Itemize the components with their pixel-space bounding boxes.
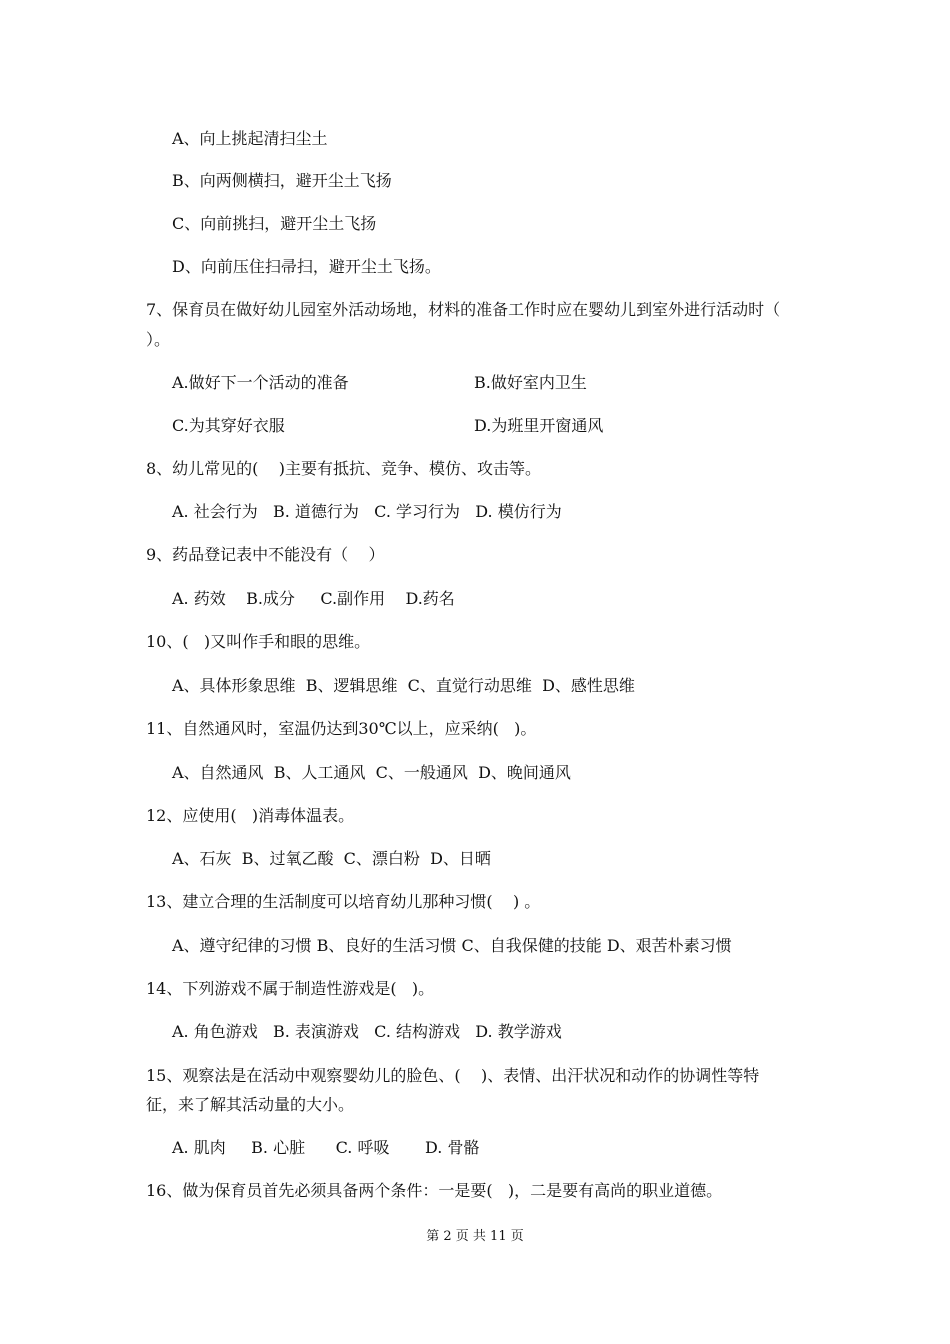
q11-options: A、自然通风 B、人工通风 C、一般通风 D、晚间通风 xyxy=(172,763,571,782)
question-9: 9、药品登记表中不能没有（ ） xyxy=(146,545,385,564)
q10-options: A、具体形象思维 B、逻辑思维 C、直觉行动思维 D、感性思维 xyxy=(172,676,635,695)
question-15: 15、观察法是在活动中观察婴幼儿的脸色、( )、表情、出汗状况和动作的协调性等特 xyxy=(146,1066,760,1085)
question-7-continued: ）。 xyxy=(146,330,171,349)
question-15-continued: 征，来了解其活动量的大小。 xyxy=(146,1095,355,1114)
option-c: C、向前挑扫，避开尘土飞扬 xyxy=(172,214,377,233)
question-14: 14、下列游戏不属于制造性游戏是( )。 xyxy=(146,979,435,998)
q14-options: A. 角色游戏 B. 表演游戏 C. 结构游戏 D. 教学游戏 xyxy=(172,1022,562,1041)
question-11: 11、自然通风时，室温仍达到30℃以上，应采纳( )。 xyxy=(146,719,537,738)
q7-option-a: A.做好下一个活动的准备 xyxy=(172,373,349,392)
q8-options: A. 社会行为 B. 道德行为 C. 学习行为 D. 模仿行为 xyxy=(172,502,562,521)
page-footer: 第 2 页 共 11 页 xyxy=(426,1229,524,1244)
q15-options: A. 肌肉 B. 心脏 C. 呼吸 D. 骨骼 xyxy=(172,1138,480,1157)
question-12: 12、应使用( )消毒体温表。 xyxy=(146,806,355,825)
q9-options: A. 药效 B.成分 C.副作用 D.药名 xyxy=(172,589,455,608)
q7-option-b: B.做好室内卫生 xyxy=(474,373,587,392)
option-a: A、向上挑起清扫尘土 xyxy=(172,129,328,148)
question-13: 13、建立合理的生活制度可以培育幼儿那种习惯( ) 。 xyxy=(146,892,541,911)
q7-option-d: D.为班里开窗通风 xyxy=(474,416,604,435)
option-d: D、向前压住扫帚扫，避开尘土飞扬。 xyxy=(172,257,441,276)
question-7: 7、保育员在做好幼儿园室外活动场地，材料的准备工作时应在婴幼儿到室外进行活动时（ xyxy=(146,300,781,319)
question-10: 10、( )又叫作手和眼的思维。 xyxy=(146,632,371,651)
option-b: B、向两侧横扫，避开尘土飞扬 xyxy=(172,171,392,190)
q13-options: A、遵守纪律的习惯 B、良好的生活习惯 C、自我保健的技能 D、艰苦朴素习惯 xyxy=(172,936,732,955)
q7-option-c: C.为其穿好衣服 xyxy=(172,416,285,435)
question-8: 8、幼儿常见的( )主要有抵抗、竞争、模仿、攻击等。 xyxy=(146,459,542,478)
q12-options: A、石灰 B、过氧乙酸 C、漂白粉 D、日晒 xyxy=(172,849,491,868)
question-16: 16、做为保育员首先必须具备两个条件：一是要( )，二是要有高尚的职业道德。 xyxy=(146,1181,723,1200)
